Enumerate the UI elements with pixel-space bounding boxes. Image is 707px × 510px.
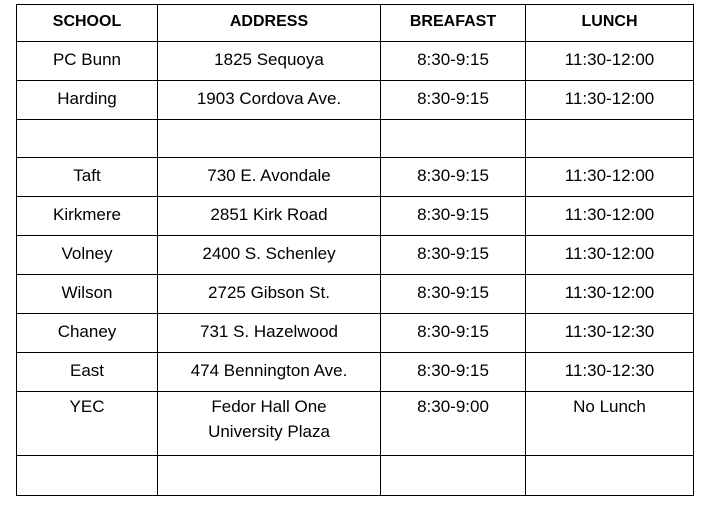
cell-lunch: 11:30-12:00: [526, 42, 694, 81]
address-line: University Plaza: [208, 422, 330, 441]
table-row: [17, 197, 694, 236]
cell-lunch: No Lunch: [526, 392, 694, 456]
cell-address: [158, 81, 381, 120]
cell-breakfast: 8:30-9:15: [381, 275, 526, 314]
cell-school: Harding: [17, 81, 158, 120]
header-lunch: LUNCH: [526, 5, 694, 42]
cell-school: Kirkmere: [17, 197, 158, 236]
table-row: [17, 353, 694, 392]
cell-lunch: 11:30-12:00: [526, 275, 694, 314]
table-row: [17, 236, 694, 275]
cell-breakfast: 8:30-9:15: [381, 353, 526, 392]
cell-address: [158, 456, 381, 496]
address-line: 1903 Cordova Ave.: [196, 89, 342, 108]
header-row: [17, 5, 694, 42]
meal-schedule-table: [16, 4, 694, 496]
cell-breakfast: 8:30-9:15: [381, 42, 526, 81]
cell-address: [158, 353, 381, 392]
cell-school: Volney: [17, 236, 158, 275]
cell-address: [158, 236, 381, 275]
cell-breakfast: [381, 120, 526, 158]
table-row: [17, 42, 694, 81]
cell-school: Chaney: [17, 314, 158, 353]
cell-school: YEC: [17, 392, 158, 456]
cell-address: [158, 158, 381, 197]
cell-breakfast: 8:30-9:00: [381, 392, 526, 456]
header-breakfast: BREAFAST: [381, 5, 526, 42]
cell-address: [158, 197, 381, 236]
cell-address: [158, 42, 381, 81]
cell-lunch: 11:30-12:30: [526, 314, 694, 353]
cell-lunch: 11:30-12:30: [526, 353, 694, 392]
address-line: 730 E. Avondale: [207, 166, 331, 185]
table-row-empty: [17, 120, 694, 158]
table-row: [17, 275, 694, 314]
cell-school: East: [17, 353, 158, 392]
cell-lunch: 11:30-12:00: [526, 158, 694, 197]
header-school: SCHOOL: [17, 5, 158, 42]
table-row: [17, 314, 694, 353]
cell-lunch: 11:30-12:00: [526, 197, 694, 236]
cell-breakfast: 8:30-9:15: [381, 81, 526, 120]
table-row: [17, 81, 694, 120]
address-line: 1825 Sequoya: [214, 50, 324, 69]
cell-school: [17, 456, 158, 496]
cell-breakfast: 8:30-9:15: [381, 314, 526, 353]
address-line: 474 Bennington Ave.: [190, 361, 348, 380]
address-line: Fedor Hall One: [211, 397, 327, 416]
cell-lunch: [526, 120, 694, 158]
cell-school: [17, 120, 158, 158]
cell-lunch: 11:30-12:00: [526, 81, 694, 120]
cell-breakfast: 8:30-9:15: [381, 197, 526, 236]
cell-address: [158, 120, 381, 158]
cell-breakfast: [381, 456, 526, 496]
table-row-empty: [17, 456, 694, 496]
address-line: 2851 Kirk Road: [210, 205, 328, 224]
cell-school: PC Bunn: [17, 42, 158, 81]
cell-address: [158, 392, 381, 456]
cell-lunch: [526, 456, 694, 496]
cell-address: [158, 275, 381, 314]
cell-address: [158, 314, 381, 353]
cell-breakfast: 8:30-9:15: [381, 236, 526, 275]
address-line: 2400 S. Schenley: [202, 244, 336, 263]
cell-lunch: 11:30-12:00: [526, 236, 694, 275]
header-address: ADDRESS: [158, 5, 381, 42]
address-line: 731 S. Hazelwood: [200, 322, 338, 341]
table-row: [17, 392, 694, 456]
cell-breakfast: 8:30-9:15: [381, 158, 526, 197]
table-row: [17, 158, 694, 197]
address-line: 2725 Gibson St.: [208, 283, 330, 302]
cell-school: Wilson: [17, 275, 158, 314]
cell-school: Taft: [17, 158, 158, 197]
